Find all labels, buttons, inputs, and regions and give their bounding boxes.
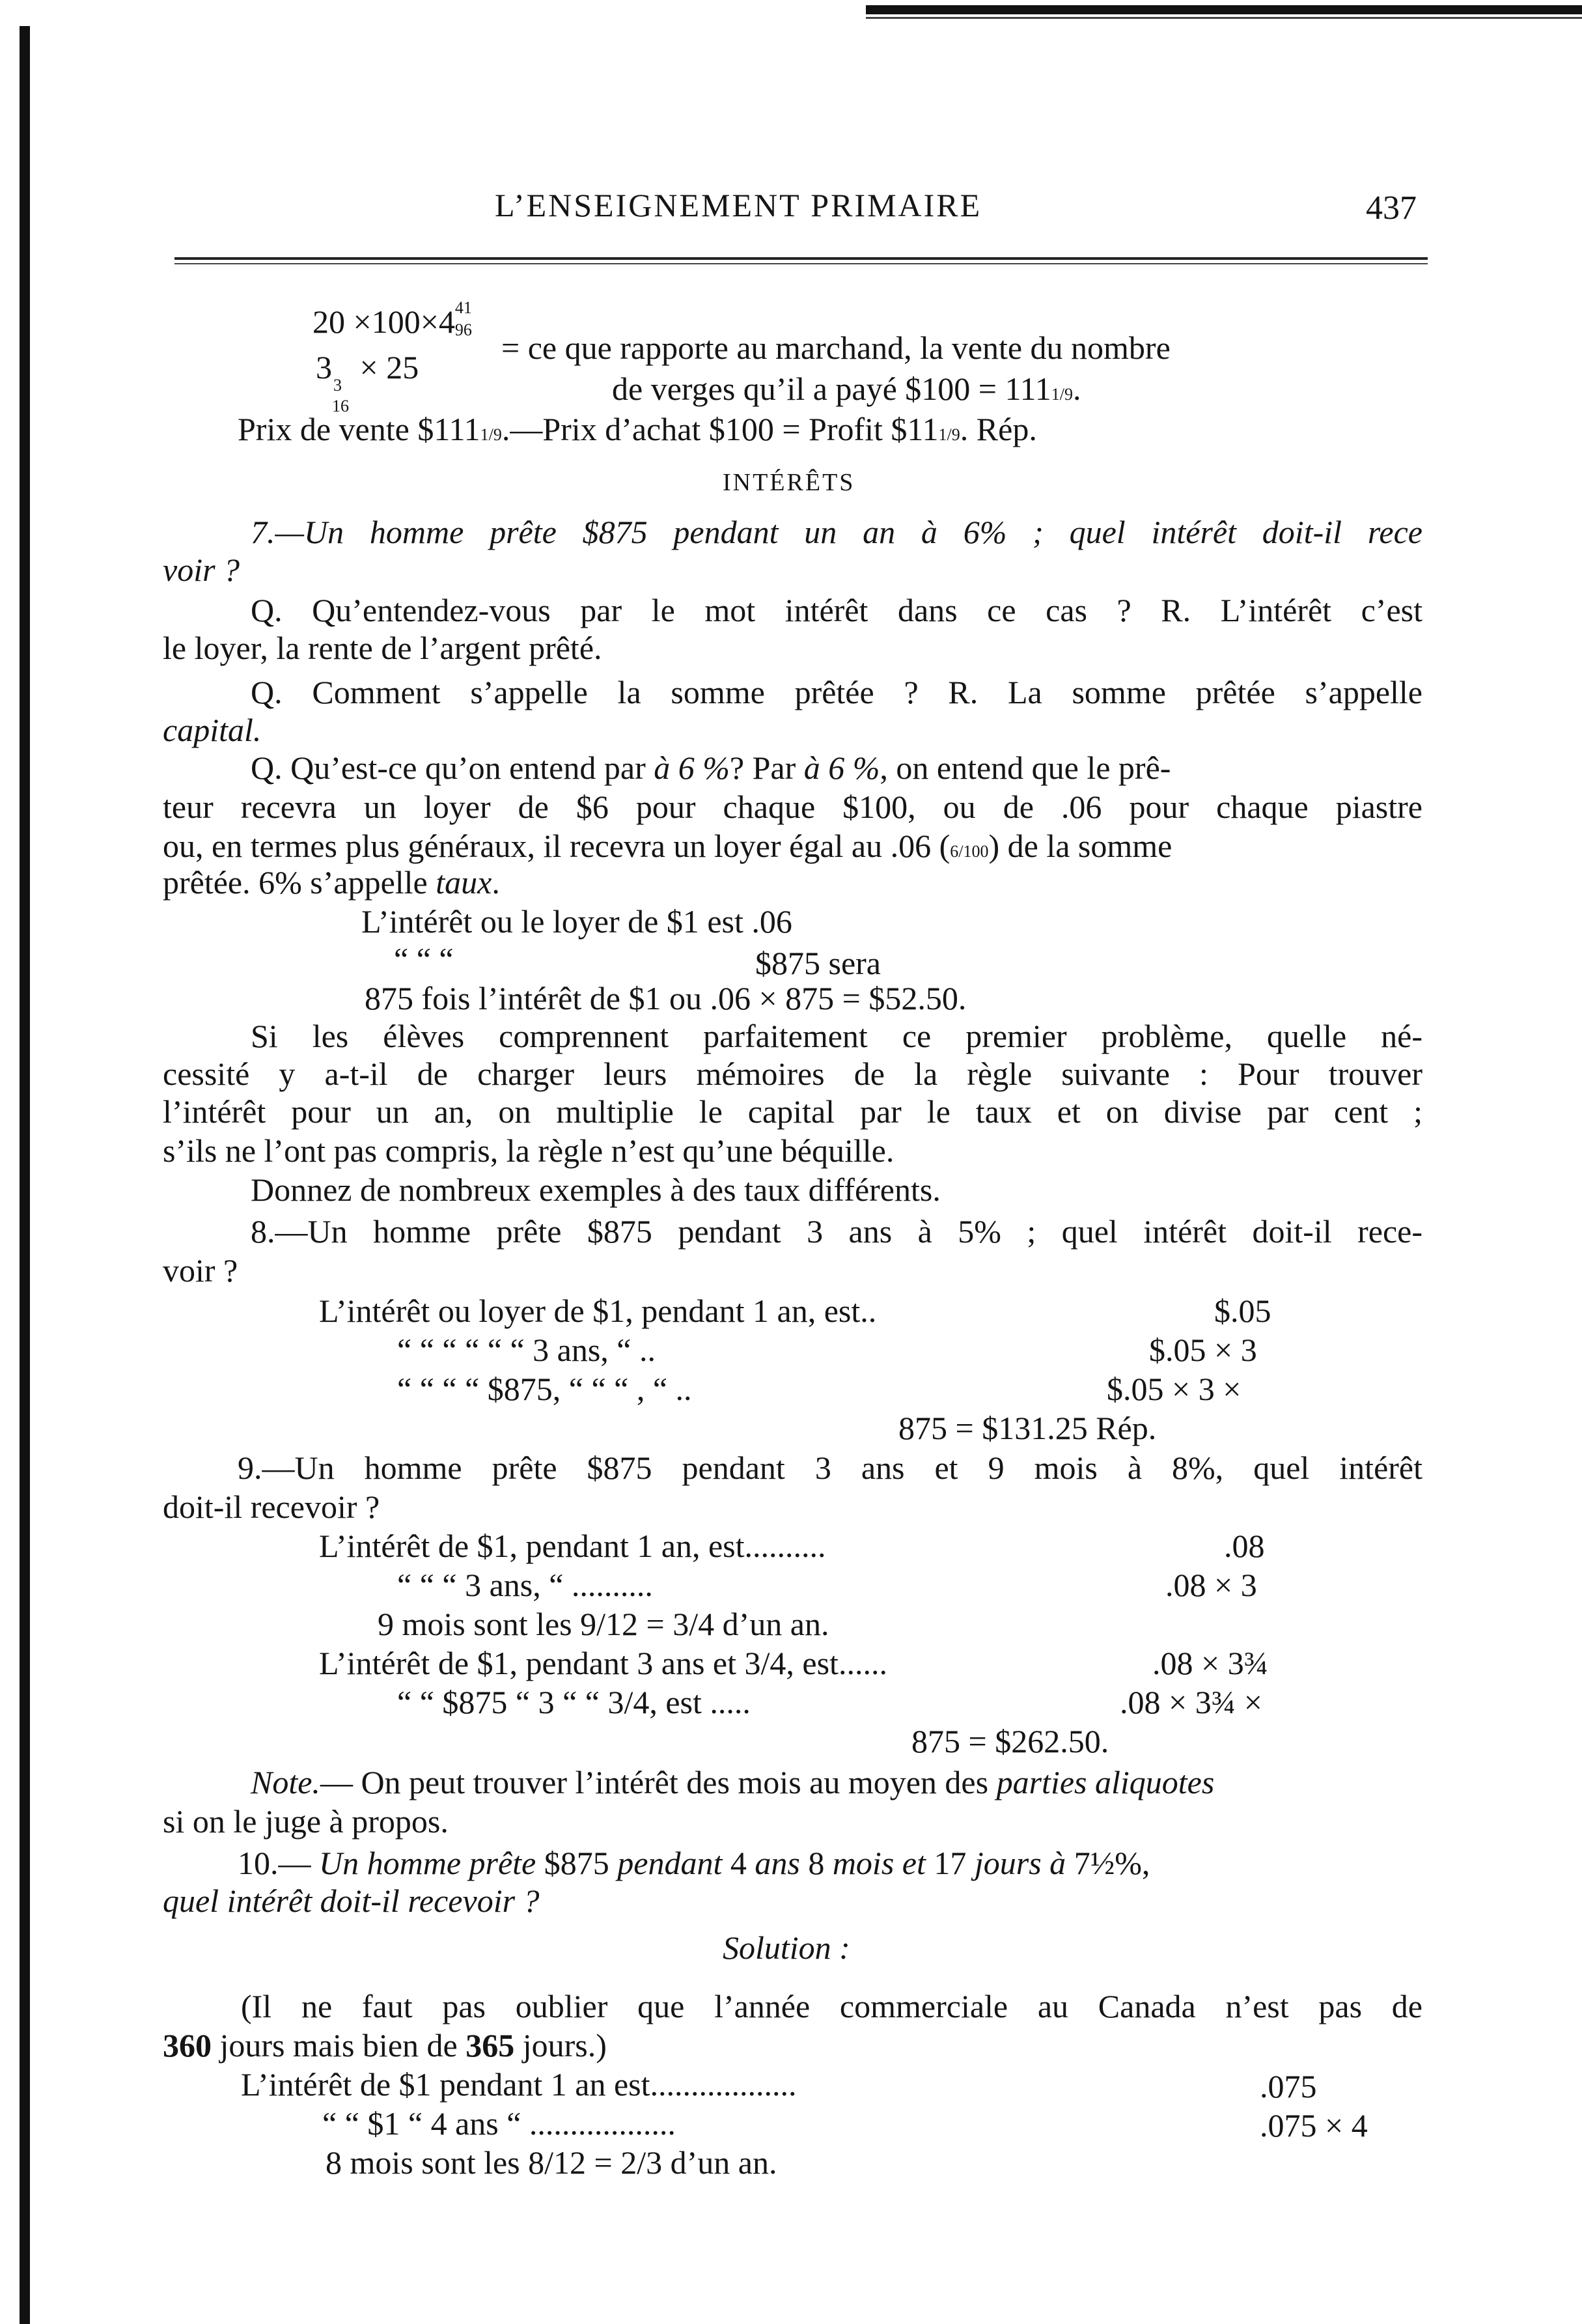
header-rule-thin: [174, 263, 1428, 264]
solution-calc-2-right: .075 × 4: [1260, 2107, 1368, 2144]
question-1-line-2: le loyer, la rente de l’argent prêté.: [163, 630, 602, 666]
page-number: 437: [1366, 189, 1417, 227]
calc-line-1: L’intérêt ou le loyer de $1 est .06: [361, 903, 792, 940]
problem-7-line-2: voir ?: [163, 552, 240, 588]
problem-9-row-3: 9 mois sont les 9/12 = 3/4 d’un an.: [378, 1606, 829, 1642]
equation-line-1: = ce que rapporte au marchand, la vente du nombre: [501, 329, 1171, 366]
problem-9-row-1-left: L’intérêt de $1, pendant 1 an, est..........: [319, 1528, 826, 1564]
solution-calc-1-right: .075: [1260, 2068, 1317, 2105]
problem-10-line-2: quel intérêt doit-il recevoir ?: [163, 1883, 540, 1919]
problem-9-row-4-right: .08 × 3¾: [1152, 1645, 1269, 1681]
scan-edge-top: [866, 5, 1582, 14]
solution-label: Solution :: [723, 1929, 850, 1966]
question-3-line-3: ou, en termes plus généraux, il recevra un loyer égal au .06 (6/100) de la somme: [163, 828, 1173, 864]
problem-8-row-1-right: $.05: [1214, 1293, 1271, 1329]
problem-9-row-6: 875 = $262.50.: [911, 1723, 1109, 1759]
problem-8-row-4: 875 = $131.25 Rép.: [898, 1410, 1157, 1446]
solution-calc-2-left: “ “ $1 “ 4 ans “ ..................: [322, 2105, 676, 2142]
running-title: L’ENSEIGNEMENT PRIMAIRE: [495, 187, 982, 223]
result-line: Prix de vente $1111/9.—Prix d’achat $100 = Profit $111/9. Rép.: [238, 411, 1037, 447]
paragraph-1-line-1: Si les élèves comprennent parfaitement ce premier problème, quelle né-: [251, 1018, 1422, 1054]
question-3-line-1: Q. Qu’est-ce qu’on entend par à 6 %? Par à 6 %, on entend que le prê-: [251, 749, 1171, 786]
problem-9-row-5-right: .08 × 3¾ ×: [1120, 1684, 1262, 1720]
header-rule: [174, 257, 1428, 260]
question-2-line-2: capital.: [163, 712, 262, 748]
solution-line-2: 360 jours mais bien de 365 jours.): [163, 2027, 607, 2064]
problem-9-row-2-right: .08 × 3: [1165, 1567, 1257, 1603]
problem-8-line-2: voir ?: [163, 1252, 238, 1289]
scan-edge-left: [20, 26, 30, 2324]
problem-8-row-3-left: “ “ “ “ $875, “ “ “ , “ ..: [397, 1371, 692, 1407]
paragraph-1-line-3: l’intérêt pour un an, on multiplie le capital par le taux et on divise par cent ;: [163, 1093, 1422, 1130]
section-heading: INTÉRÊTS: [723, 469, 855, 496]
problem-10-line-1: 10.— Un homme prête $875 pendant 4 ans 8 mois et 17 jours à 7½%,: [238, 1845, 1150, 1881]
problem-8-row-1-left: L’intérêt ou loyer de $1, pendant 1 an, est..: [319, 1293, 877, 1329]
problem-9-row-4-left: L’intérêt de $1, pendant 3 ans et 3/4, est......: [319, 1645, 887, 1681]
note-label: Note.: [251, 1764, 320, 1800]
calc-line-2: $875 sera: [755, 945, 881, 981]
question-3-line-4: prêtée. 6% s’appelle taux.: [163, 864, 500, 901]
paragraph-1-line-2: cessité y a-t-il de charger leurs mémoires de la règle suivante : Pour trouver: [163, 1056, 1422, 1092]
question-3-line-2: teur recevra un loyer de $6 pour chaque $100, ou de .06 pour chaque piastre: [163, 789, 1422, 825]
note-line-1: Note.— On peut trouver l’intérêt des mois au moyen des parties aliquotes: [251, 1764, 1215, 1800]
problem-9-row-2-left: “ “ “ 3 ans, “ ..........: [397, 1567, 653, 1603]
problem-8-row-2-right: $.05 × 3: [1149, 1332, 1257, 1368]
equation-line-2: de verges qu’il a payé $100 = 1111/9.: [612, 371, 1081, 407]
question-2-line-1: Q. Comment s’appelle la somme prêtée ? R. La somme prêtée s’appelle: [251, 674, 1422, 710]
scan-edge-top-thin: [866, 17, 1582, 19]
problem-9-line-2: doit-il recevoir ?: [163, 1489, 380, 1525]
question-1-line-1: Q. Qu’entendez-vous par le mot intérêt dans ce cas ? R. L’intérêt c’est: [251, 592, 1422, 628]
problem-8-row-3-right: $.05 × 3 ×: [1107, 1371, 1242, 1407]
problem-8-row-2-left: “ “ “ “ “ “ 3 ans, “ ..: [397, 1332, 656, 1368]
solution-line-1: (Il ne faut pas oublier que l’année commerciale au Canada n’est pas de: [241, 1988, 1422, 2024]
paragraph-1-line-4: s’ils ne l’ont pas compris, la règle n’est qu’une béquille.: [163, 1132, 895, 1169]
solution-calc-3: 8 mois sont les 8/12 = 2/3 d’un an.: [326, 2144, 777, 2181]
problem-9-row-5-left: “ “ $875 “ 3 “ “ 3/4, est .....: [397, 1684, 751, 1720]
problem-9-line-1: 9.—Un homme prête $875 pendant 3 ans et 9 mois à 8%, quel intérêt: [238, 1449, 1422, 1486]
problem-7-line-1: 7.—Un homme prête $875 pendant un an à 6% ; quel intérêt doit-il rece: [251, 514, 1422, 550]
paragraph-2: Donnez de nombreux exemples à des taux différents.: [251, 1171, 941, 1208]
fraction-denominator: 3 3 16 × 25: [316, 349, 419, 415]
problem-8-line-1: 8.—Un homme prête $875 pendant 3 ans à 5% ; quel intérêt doit-il rece-: [251, 1213, 1422, 1250]
solution-calc-1-left: L’intérêt de $1 pendant 1 an est..................: [241, 2066, 797, 2103]
problem-9-row-1-right: .08: [1224, 1528, 1265, 1564]
calc-line-3: 875 fois l’intérêt de $1 ou .06 × 875 = $52.50.: [365, 980, 967, 1016]
fraction-numerator: 20 ×100×4 41 96: [312, 298, 472, 340]
calc-line-2-ditto: “ “ “: [394, 941, 454, 977]
note-line-2: si on le juge à propos.: [163, 1803, 449, 1840]
